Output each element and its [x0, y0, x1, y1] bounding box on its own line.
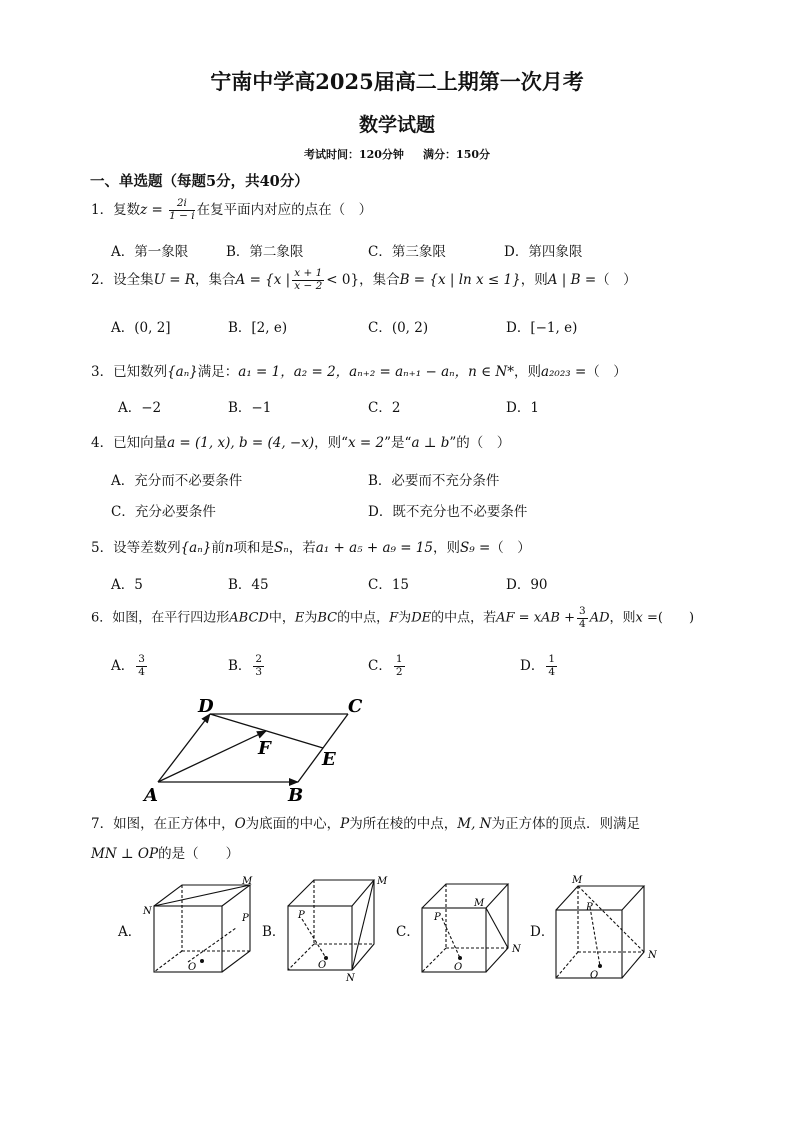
q6-f: F — [389, 610, 399, 626]
figure-label-b: B — [288, 785, 304, 806]
q6-text-d: 的中点， — [337, 610, 390, 626]
question-4 — [91, 431, 510, 451]
q2-suffix: =（ ） — [580, 272, 637, 288]
q1-fraction — [169, 198, 195, 222]
q2-prefix: 2．设全集 — [91, 272, 154, 288]
question-7-line-2 — [91, 842, 239, 862]
q5-option-a: A．5 — [111, 577, 143, 593]
q6-text-g: ，则 — [609, 610, 636, 626]
q4-option-a: A．充分而不必要条件 — [111, 473, 243, 489]
q2-mid2: ，集合 — [359, 272, 400, 288]
q3-mid2: ，则 — [513, 364, 541, 380]
q6-option-a-num: 3 — [138, 653, 145, 666]
q7-line1-a: 7．如图，在正方体中， — [91, 816, 235, 832]
question-7-line-1 — [91, 812, 640, 832]
q7-p: P — [340, 816, 350, 832]
q6-text-e: 为 — [398, 610, 412, 626]
cube-a-label-m: M — [242, 876, 253, 887]
q1-var: z — [140, 202, 148, 218]
question-5 — [91, 536, 531, 556]
q6-option-a — [111, 654, 149, 679]
q2-expr: A | B — [547, 272, 581, 288]
q4-cond2: a ⊥ b — [411, 435, 450, 451]
q6-de: DE — [411, 610, 432, 626]
q7-cube-d — [548, 870, 668, 989]
q6-option-c — [368, 654, 407, 679]
q2-option-d: D．[−1, e) — [506, 320, 578, 336]
q7-o: O — [234, 816, 246, 832]
q1-option-a: A．第一象限 — [111, 244, 189, 260]
q6-eq-right: AD — [589, 610, 610, 626]
cube-d-label-o: O — [590, 970, 599, 981]
q4-option-b: B．必要而不充分条件 — [368, 473, 500, 489]
q7-cube-a — [138, 872, 270, 984]
q7-option-d: D． — [530, 924, 555, 940]
q2-mid3: ，则 — [520, 272, 548, 288]
q3-mid: 满足： — [197, 364, 239, 380]
q2-option-a: A．(0, 2] — [111, 320, 171, 336]
q3-prefix: 3．已知数列 — [91, 364, 168, 380]
q1-option-c: C．第三象限 — [368, 244, 446, 260]
q7-line1-c: 为所在棱的中点， — [349, 816, 458, 832]
cube-c-label-m: M — [474, 898, 485, 909]
question-2 — [91, 268, 637, 293]
q6-option-c-num: 1 — [395, 653, 403, 666]
q6-suffix: =( ) — [642, 610, 695, 626]
q2-b-set: B = {x | ln x ≤ 1} — [399, 272, 521, 288]
q6-text-b: 中， — [268, 610, 295, 626]
q6-option-d-num: 1 — [548, 653, 556, 666]
q3-conds: a₁ = 1，a₂ = 2，aₙ₊₂ = aₙ₊₁ − aₙ，n ∈ N* — [238, 364, 514, 380]
cube-a-label-n: N — [143, 906, 152, 917]
q4-mid2: ”是“ — [384, 435, 412, 451]
q6-frac-num: 3 — [579, 605, 586, 617]
q4-vecs: a = (1, x), b = (4, −x) — [167, 435, 315, 451]
q5-target: S₉ — [459, 540, 475, 556]
q7-line1-b: 为底面的中心， — [245, 816, 341, 832]
q1-num: 2i — [169, 198, 195, 211]
q6-option-c-den: 2 — [395, 666, 403, 678]
q6-frac-den: 4 — [579, 617, 586, 630]
q7-option-c: C． — [396, 924, 420, 940]
exam-title: 宁南中学高2025届高二上期第一次月考 — [210, 69, 584, 94]
q3-option-b: B．−1 — [228, 400, 272, 416]
cube-a-label-p: P — [242, 913, 249, 924]
q2-fraction — [292, 268, 324, 292]
q5-mid3: ，若 — [288, 540, 316, 556]
cube-d-label-n: N — [648, 950, 657, 961]
subject-title: 数学试题 — [358, 114, 435, 136]
cube-c-label-o: O — [454, 962, 463, 973]
q1-eq: = — [147, 202, 168, 218]
q4-cond: x = 2 — [348, 435, 385, 451]
q3-suffix: =（ ） — [570, 364, 627, 380]
q1-suffix: 在复平面内对应的点在（ ） — [196, 202, 373, 218]
q4-prefix: 4．已知向量 — [91, 435, 168, 451]
q3-option-d: D．1 — [506, 400, 539, 416]
q7-cube-c — [414, 872, 526, 984]
q2-den: x − 2 — [294, 280, 323, 292]
q6-text-a: 6．如图，在平行四边形 — [91, 610, 230, 626]
cube-c-label-n: N — [512, 944, 521, 955]
figure-label-e: E — [322, 749, 336, 770]
q6-option-c-frac — [394, 654, 405, 678]
q2-mid1: ，集合 — [195, 272, 236, 288]
q6-text-c: 为 — [304, 610, 318, 626]
question-1 — [91, 198, 372, 223]
q7-mn: M, N — [457, 816, 492, 832]
q2-u: U = R — [153, 272, 196, 288]
q6-option-d-den: 4 — [548, 666, 556, 678]
q4-mid: ，则“ — [314, 435, 349, 451]
q3-option-c: C．2 — [368, 400, 401, 416]
q5-mid4: ，则 — [432, 540, 460, 556]
figure-label-f: F — [258, 738, 271, 759]
q6-option-a-frac — [136, 654, 147, 678]
q1-prefix: 1．复数 — [91, 202, 141, 218]
q6-option-b-den: 3 — [255, 666, 263, 678]
cube-b-label-p: P — [298, 910, 305, 921]
q7-cube-b — [278, 872, 390, 988]
figure-label-d: D — [198, 696, 214, 717]
q2-num: x + 1 — [294, 267, 323, 280]
q6-option-a-letter: A． — [111, 658, 135, 674]
q7-line2-expr: MN ⊥ OP — [91, 846, 159, 862]
q6-eq-left: AF = xAB + — [496, 610, 575, 626]
q1-option-b: B．第二象限 — [226, 244, 304, 260]
q5-prefix: 5．设等差数列 — [91, 540, 181, 556]
q6-text-f: 的中点，若 — [431, 610, 497, 626]
figure-label-a: A — [144, 785, 158, 806]
q6-abcd: ABCD — [229, 610, 269, 626]
cube-b-label-n: N — [346, 973, 355, 984]
q7-option-a: A． — [118, 924, 142, 940]
exam-info: 考试时间：120分钟 满分：150分 — [303, 148, 491, 161]
q2-option-c: C．(0, 2) — [368, 320, 429, 336]
q6-option-b-letter: B． — [228, 658, 252, 674]
q4-option-d: D．既不充分也不必要条件 — [368, 504, 528, 520]
q6-option-b-frac — [253, 654, 264, 678]
cube-d-label-p: P — [586, 902, 593, 913]
q2-a-lhs: A = {x | — [235, 272, 291, 288]
q6-parallelogram-figure — [140, 692, 380, 811]
q6-option-c-letter: C． — [368, 658, 392, 674]
cube-b-label-m: M — [377, 876, 388, 887]
cube-b-label-o: O — [318, 960, 327, 971]
section-heading: 一、单选题（每题5分，共40分） — [90, 173, 309, 190]
q6-option-d-letter: D． — [520, 658, 545, 674]
q5-option-c: C．15 — [368, 577, 410, 593]
q5-option-d: D．90 — [506, 577, 548, 593]
q6-option-d — [520, 654, 559, 679]
q6-fraction — [577, 606, 588, 630]
q6-option-d-frac — [546, 654, 557, 678]
q2-option-b: B．[2, e) — [228, 320, 288, 336]
q5-suffix: =（ ） — [474, 540, 531, 556]
q7-line2-suffix: 的是（ ） — [158, 846, 240, 862]
q6-e: E — [294, 610, 305, 626]
q7-line1-d: 为正方体的顶点．则满足 — [491, 816, 640, 832]
q3-seq: {aₙ} — [167, 364, 198, 380]
q5-seq: {aₙ} — [180, 540, 212, 556]
cube-c-label-p: P — [434, 912, 441, 923]
cube-a-label-o: O — [188, 962, 197, 973]
q6-option-b — [228, 654, 266, 679]
q4-suffix: ”的（ ） — [449, 435, 511, 451]
q6-option-a-den: 4 — [138, 666, 145, 678]
q7-option-b: B． — [262, 924, 286, 940]
q5-cond: a₁ + a₅ + a₉ = 15 — [315, 540, 433, 556]
figure-label-c: C — [348, 696, 363, 717]
q6-option-b-num: 2 — [255, 653, 263, 666]
q6-xvar: x — [635, 610, 643, 626]
q1-den: 1 − i — [169, 210, 195, 222]
q3-target: a₂₀₂₃ — [540, 364, 571, 380]
q2-a-rhs: < 0} — [326, 272, 360, 288]
q4-option-c: C．充分必要条件 — [111, 504, 216, 520]
q5-n: n — [224, 540, 234, 556]
cube-d-label-m: M — [572, 875, 583, 886]
q5-sn: Sₙ — [274, 540, 289, 556]
q5-option-b: B．45 — [228, 577, 269, 593]
q1-option-d: D．第四象限 — [504, 244, 583, 260]
q3-option-a: A．−2 — [118, 400, 162, 416]
question-6 — [91, 606, 694, 630]
question-3 — [91, 360, 627, 380]
q5-mid: 前 — [211, 540, 225, 556]
q6-bc: BC — [317, 610, 338, 626]
q5-mid2: 项和是 — [233, 540, 274, 556]
